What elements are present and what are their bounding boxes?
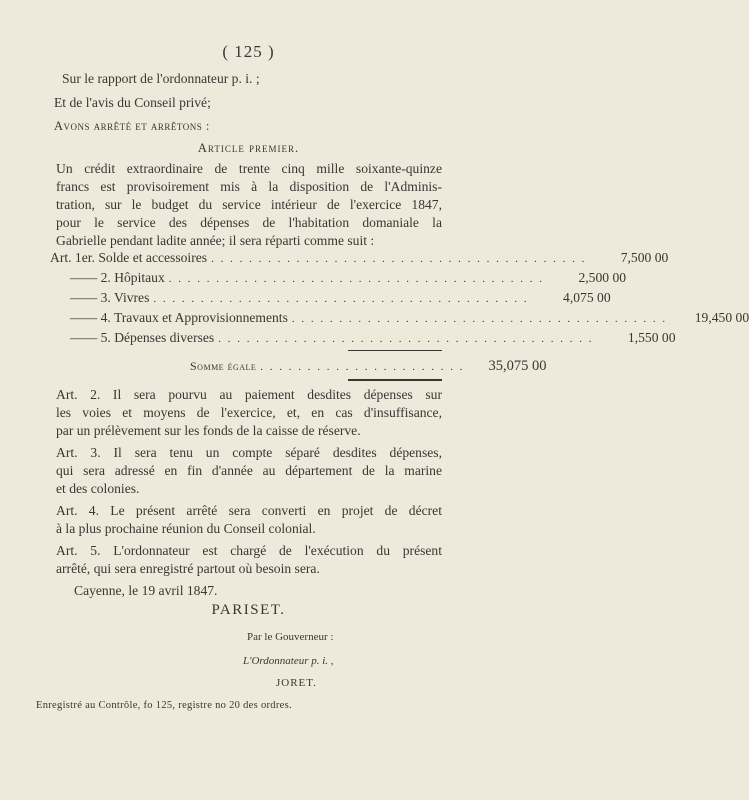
budget-row-amount: 4,075 00 [563,290,611,305]
budget-row-label: Dépenses diverses [114,330,215,345]
budget-row-amount: 2,500 00 [578,270,627,285]
budget-row-number: —— 3. [70,290,111,305]
par-le-gouverneur: Par le Gouverneur : [247,631,334,643]
art4-line-2: à la plus prochaine réunion du Conseil colonial. [56,521,316,536]
budget-row [50,270,627,288]
art1-line-1: Un crédit extraordinaire de trente cinq mille soixante-quinze [56,161,442,176]
budget-row-label: Solde et accessoires [98,250,208,265]
budget-total-label: Somme égale [190,359,257,373]
governor-signature: PARISET. [211,602,286,618]
intro-line-avis: Et de l'avis du Conseil privé; [54,95,211,110]
total-double-rule [348,379,442,381]
art3-line-1: Art. 3. Il sera tenu un compte séparé desdites dépenses, [56,445,442,460]
budget-row [50,330,676,348]
budget-row-label: Hôpitaux [114,270,165,285]
budget-total-amount: 35,075 00 [488,358,547,374]
art1-line-5: Gabrielle pendant ladite année; il sera réparti comme suit : [56,233,375,248]
leader-dots: . . . . . . . . . . . . . . . . . . . . . . . . . . . . . . . . . . . . . . . . [168,273,545,285]
art2-line-1: Art. 2. Il sera pourvu au paiement desdites dépenses sur [56,387,442,402]
art2-line-3: par un prélèvement sur les fonds de la caisse de réserve. [56,423,361,438]
intro-line-arretons: Avons arrêté et arrêtons : [54,119,210,133]
budget-row [50,250,669,268]
budget-row-number: Art. 1er. [50,250,95,265]
art4-line-1: Art. 4. Le présent arrêté sera converti en projet de décret [56,503,442,518]
place-date: Cayenne, le 19 avril 1847. [74,583,218,598]
budget-row [50,290,611,308]
art3-line-3: et des colonies. [56,481,140,496]
budget-row-number: —— 5. [70,330,111,345]
budget-row-number: —— 4. [70,310,111,325]
page-number: ( 125 ) [222,42,275,61]
registration-footer: Enregistré au Contrôle, fo 125, registre no 20 des ordres. [36,700,292,711]
art2-line-2: les voies et moyens de l'exercice, et, en cas d'insuffisance, [56,405,442,420]
budget-row-number: —— 2. [70,270,111,285]
total-rule [348,350,442,351]
art1-line-2: francs est provisoirement mis à la disposition de l'Adminis- [56,179,442,194]
art5-line-2: arrêté, qui sera enregistré partout où besoin sera. [56,561,320,576]
article-heading: Article premier. [197,141,300,155]
leader-dots: . . . . . . . . . . . . . . . . . . . . . . . . . . . . . . . . . . . . . . . . [153,293,529,305]
budget-total-row [190,358,547,376]
budget-row-amount: 1,550 00 [627,330,676,345]
budget-row-label: Vivres [113,290,150,305]
leader-dots: . . . . . . . . . . . . . . . . . . . . . . [260,361,465,373]
leader-dots: . . . . . . . . . . . . . . . . . . . . . . . . . . . . . . . . . . . . . . . . [291,313,668,325]
budget-row-label: Travaux et Approvisionnements [113,310,288,325]
art1-line-4: pour le service des dépenses de l'habitation domaniale la [56,215,442,230]
art1-line-3: tration, sur le budget du service intérieur de l'exercice 1847, [56,197,442,212]
budget-row-amount: 7,500 00 [620,250,669,265]
ordonnateur-title: L'Ordonnateur p. i. , [243,655,334,667]
leader-dots: . . . . . . . . . . . . . . . . . . . . . . . . . . . . . . . . . . . . . . . . [218,333,594,345]
budget-row [50,310,749,328]
intro-line-rapport: Sur le rapport de l'ordonnateur p. i. ; [62,71,260,86]
leader-dots: . . . . . . . . . . . . . . . . . . . . . . . . . . . . . . . . . . . . . . . . [211,253,587,265]
art5-line-1: Art. 5. L'ordonnateur est chargé de l'exécution du présent [56,543,442,558]
ordonnateur-signature: JORET. [276,677,317,689]
budget-row-amount: 19,450 00 [694,310,749,325]
art3-line-2: qui sera adressé en fin d'année au département de la marine [56,463,442,478]
